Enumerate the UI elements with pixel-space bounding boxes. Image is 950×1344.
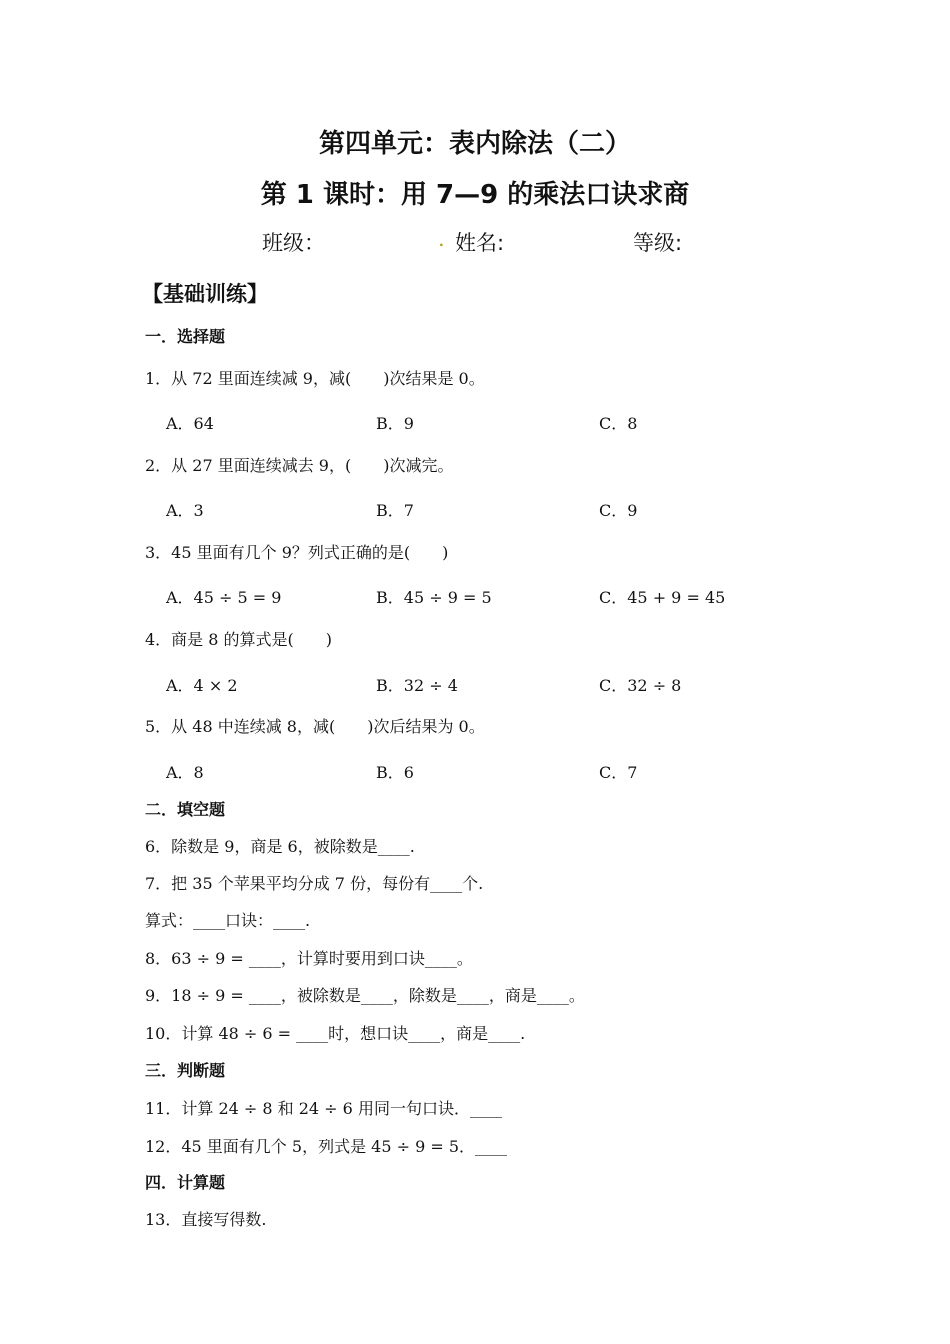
- question-3-option-a: A．45 ÷ 5 = 9: [166, 588, 282, 607]
- part3-heading: 三．判断题: [145, 1061, 226, 1080]
- question-7-formula-line: 算式：____口诀：____.: [145, 911, 311, 930]
- question-13: 13．直接写得数.: [145, 1210, 267, 1229]
- basic-training-heading: 【基础训练】: [142, 282, 268, 306]
- question-5-option-c: C．7: [599, 763, 638, 782]
- question-1-option-a: A．64: [166, 414, 214, 433]
- separator-dot: .: [438, 227, 445, 251]
- question-1: 1．从 72 里面连续减 9，减( )次结果是 0。: [145, 369, 485, 388]
- question-11: 11．计算 24 ÷ 8 和 24 ÷ 6 用同一句口诀．____: [145, 1099, 502, 1118]
- question-3-option-b: B．45 ÷ 9 = 5: [376, 588, 492, 607]
- question-12: 12．45 里面有几个 5，列式是 45 ÷ 9 = 5．____: [145, 1137, 508, 1156]
- question-4-option-c: C．32 ÷ 8: [599, 676, 682, 695]
- question-7: 7．把 35 个苹果平均分成 7 份，每份有____个.: [145, 874, 484, 893]
- name-label: 姓名:: [455, 231, 505, 255]
- question-9: 9．18 ÷ 9 = ____，被除数是____，除数是____，商是____。: [145, 986, 585, 1005]
- part2-heading: 二．填空题: [145, 800, 226, 819]
- grade-label: 等级:: [633, 231, 683, 255]
- question-2-option-a: A．3: [166, 501, 204, 520]
- question-3-option-c: C．45 + 9 = 45: [599, 588, 726, 607]
- part4-heading: 四．计算题: [145, 1173, 226, 1192]
- question-2: 2．从 27 里面连续减去 9，( )次减完。: [145, 456, 454, 475]
- question-4-option-a: A．4 × 2: [166, 676, 238, 695]
- page-title: 第四单元：表内除法（二）: [318, 129, 631, 159]
- question-5-option-a: A．8: [166, 763, 204, 782]
- question-2-option-c: C．9: [599, 501, 638, 520]
- question-6: 6．除数是 9，商是 6，被除数是____.: [145, 837, 415, 856]
- question-3: 3．45 里面有几个 9？列式正确的是( ): [145, 543, 449, 562]
- question-5: 5．从 48 中连续减 8，减( )次后结果为 0。: [145, 717, 485, 736]
- question-1-option-c: C．8: [599, 414, 638, 433]
- question-1-option-b: B．9: [376, 414, 414, 433]
- class-label: 班级：: [262, 231, 325, 255]
- question-4-option-b: B．32 ÷ 4: [376, 676, 458, 695]
- lesson-subtitle: 第 1 课时：用 7—9 的乘法口诀求商: [260, 180, 690, 210]
- question-2-option-b: B．7: [376, 501, 414, 520]
- question-8: 8．63 ÷ 9 = ____，计算时要用到口诀____。: [145, 949, 473, 968]
- question-5-option-b: B．6: [376, 763, 414, 782]
- question-10: 10．计算 48 ÷ 6 = ____时，想口诀____，商是____.: [145, 1024, 526, 1043]
- question-4: 4．商是 8 的算式是( ): [145, 630, 333, 649]
- part1-heading: 一．选择题: [145, 327, 226, 346]
